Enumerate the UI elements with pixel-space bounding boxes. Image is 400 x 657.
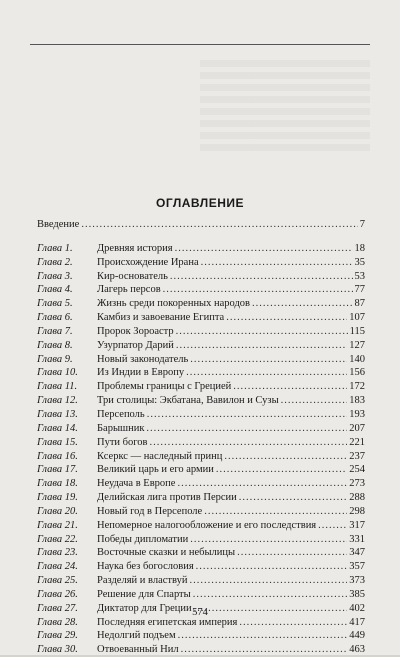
toc-chapter-title: Великий царь и его армии <box>97 464 214 476</box>
toc-intro-row[interactable] <box>37 218 365 232</box>
toc-chapter-number: Глава 30. <box>37 644 78 656</box>
toc-chapter-number: Глава 24. <box>37 561 78 573</box>
toc-chapter-title: Персеполь <box>97 408 145 420</box>
toc-page-number: 463 <box>349 644 365 656</box>
toc-page-number: 373 <box>349 575 365 587</box>
toc-entry-row[interactable] <box>37 270 365 284</box>
toc-entry-row[interactable] <box>37 408 365 422</box>
toc-chapter-number: Глава 22. <box>37 533 78 545</box>
toc-entry-row[interactable] <box>37 297 365 311</box>
dot-leader <box>193 588 348 602</box>
toc-chapter-number: Глава 7. <box>37 325 73 337</box>
dot-leader <box>252 297 352 311</box>
toc-chapter-title: Древняя история <box>97 242 173 254</box>
toc-chapter-title: Проблемы границы с Грецией <box>97 381 232 393</box>
toc-entry-row[interactable] <box>37 546 365 560</box>
dot-leader <box>186 366 347 380</box>
toc-chapter-title: Барышник <box>97 422 145 434</box>
toc-page-number: 53 <box>354 270 365 282</box>
toc-chapter-number: Глава 4. <box>37 284 73 296</box>
dot-leader <box>189 574 347 588</box>
toc-page-number: 18 <box>354 242 365 254</box>
toc-page-number: 288 <box>349 492 365 504</box>
toc-chapter-title: Неудача в Европе <box>97 478 176 490</box>
toc-chapter-title: Лагерь персов <box>97 284 161 296</box>
toc-entry-row[interactable] <box>37 256 365 270</box>
toc-entry-row[interactable] <box>37 505 365 519</box>
toc-page-number: 183 <box>349 395 365 407</box>
toc-entry-row[interactable] <box>37 629 365 643</box>
page-number: 574 <box>192 607 208 618</box>
dot-leader <box>177 477 347 491</box>
toc-entry-row[interactable] <box>37 311 365 325</box>
toc-entry-row[interactable] <box>37 283 365 297</box>
toc-chapter-title: Недолгий подъем <box>97 630 176 642</box>
toc-page-number: 140 <box>349 353 365 365</box>
toc-page-number: 402 <box>349 602 365 614</box>
toc-chapter-title: Решение для Спарты <box>97 588 191 600</box>
toc-intro-title: Введение <box>37 219 80 230</box>
toc-page-number: 207 <box>349 422 365 434</box>
toc-entry-row[interactable] <box>37 450 365 464</box>
toc-chapter-title: Камбиз и завоевание Египта <box>97 312 225 324</box>
toc-chapter-number: Глава 14. <box>37 422 78 434</box>
toc-page-number: 347 <box>349 547 365 559</box>
dot-leader <box>281 394 348 408</box>
toc-entry-row[interactable] <box>37 436 365 450</box>
dot-leader <box>175 242 353 256</box>
toc-page-number: 254 <box>349 464 365 476</box>
dot-leader <box>163 283 353 297</box>
toc-chapter-number: Глава 19. <box>37 492 78 504</box>
toc-chapter-number: Глава 15. <box>37 436 78 448</box>
dot-leader <box>196 560 348 574</box>
table-of-contents <box>37 218 365 657</box>
toc-chapter-title: Происхождение Ирана <box>97 256 199 268</box>
toc-page-number: 193 <box>349 408 365 420</box>
toc-chapter-title: Три столицы: Экбатана, Вавилон и Сузы <box>97 395 279 407</box>
toc-chapter-title: Победы дипломатии <box>97 533 189 545</box>
toc-entry-row[interactable] <box>37 463 365 477</box>
dot-leader <box>237 546 347 560</box>
dot-leader <box>178 629 348 643</box>
toc-entry-row[interactable] <box>37 560 365 574</box>
toc-chapter-number: Глава 29. <box>37 630 78 642</box>
toc-entry-row[interactable] <box>37 339 365 353</box>
dot-leader <box>226 311 347 325</box>
toc-chapter-title: Из Индии в Европу <box>97 367 185 379</box>
toc-page-number: 273 <box>349 478 365 490</box>
dot-leader <box>318 519 347 533</box>
toc-entry-row[interactable] <box>37 353 365 367</box>
toc-chapter-number: Глава 10. <box>37 367 78 379</box>
toc-intro-page: 7 <box>359 219 365 230</box>
toc-page-number: 317 <box>349 519 365 531</box>
toc-entry-row[interactable] <box>37 491 365 505</box>
toc-chapter-number: Глава 9. <box>37 353 73 365</box>
dot-leader <box>233 380 347 394</box>
toc-title: ОГЛАВЛЕНИЕ <box>155 196 244 210</box>
dot-leader <box>224 450 347 464</box>
toc-chapter-number: Глава 12. <box>37 395 78 407</box>
toc-page-number: 87 <box>354 298 365 310</box>
toc-chapter-title: Разделяй и властвуй <box>97 575 188 587</box>
toc-page-number: 237 <box>349 450 365 462</box>
toc-chapter-number: Глава 8. <box>37 339 73 351</box>
toc-entry-row[interactable] <box>37 242 365 256</box>
toc-entry-row[interactable] <box>37 394 365 408</box>
toc-chapter-title: Последняя египетская империя <box>97 616 238 628</box>
toc-chapter-number: Глава 1. <box>37 242 73 254</box>
toc-chapter-title: Непомерное налогообложение и его последствия <box>97 519 317 531</box>
toc-page-number: 35 <box>354 256 365 268</box>
toc-chapter-title: Ксеркс — наследный принц <box>97 450 223 462</box>
toc-chapter-number: Глава 17. <box>37 464 78 476</box>
toc-chapter-title: Новый год в Персеполе <box>97 505 203 517</box>
toc-chapter-number: Глава 21. <box>37 519 78 531</box>
toc-page-number: 107 <box>349 312 365 324</box>
toc-page-number: 115 <box>349 325 365 337</box>
dot-leader <box>146 422 347 436</box>
toc-entry-row[interactable] <box>37 366 365 380</box>
toc-page-number: 77 <box>354 284 365 296</box>
toc-chapter-title: Делийская лига против Персии <box>97 492 237 504</box>
dot-leader <box>81 218 357 232</box>
dot-leader <box>190 353 347 367</box>
show-through-text <box>200 60 370 155</box>
dot-leader <box>170 270 353 284</box>
toc-chapter-number: Глава 26. <box>37 588 78 600</box>
dot-leader <box>176 339 347 353</box>
toc-chapter-number: Глава 25. <box>37 575 78 587</box>
toc-chapter-number: Глава 13. <box>37 408 78 420</box>
toc-chapter-title: Узурпатор Дарий <box>97 339 174 351</box>
toc-chapter-title: Наука без богословия <box>97 561 194 573</box>
toc-chapter-number: Глава 27. <box>37 602 78 614</box>
toc-entry-row[interactable] <box>37 380 365 394</box>
toc-entry-row[interactable] <box>37 574 365 588</box>
toc-chapter-number: Глава 5. <box>37 298 73 310</box>
toc-chapter-title: Новый законодатель <box>97 353 189 365</box>
toc-page-number: 417 <box>349 616 365 628</box>
dot-leader <box>204 505 347 519</box>
toc-page-number: 127 <box>349 339 365 351</box>
toc-page-number: 298 <box>349 505 365 517</box>
toc-page-number: 156 <box>349 367 365 379</box>
toc-chapter-title: Пророк Зороастр <box>97 325 174 337</box>
toc-chapter-title: Отвоеванный Нил <box>97 644 179 656</box>
toc-entry-row[interactable] <box>37 477 365 491</box>
toc-chapter-number: Глава 6. <box>37 312 73 324</box>
toc-entries <box>37 242 365 657</box>
toc-page-number: 449 <box>349 630 365 642</box>
toc-entry-row[interactable] <box>37 588 365 602</box>
toc-chapter-title: Кир-основатель <box>97 270 168 282</box>
dot-leader <box>147 408 348 422</box>
dot-leader <box>216 463 347 477</box>
toc-page-number: 172 <box>349 381 365 393</box>
toc-chapter-title: Восточные сказки и небылицы <box>97 547 236 559</box>
dot-leader <box>190 533 347 547</box>
toc-chapter-number: Глава 16. <box>37 450 78 462</box>
dot-leader <box>150 436 348 450</box>
header-rule <box>30 44 370 45</box>
toc-entry-row[interactable] <box>37 519 365 533</box>
dot-leader <box>239 491 347 505</box>
toc-entry-row[interactable] <box>37 325 365 339</box>
toc-chapter-number: Глава 11. <box>37 381 78 393</box>
toc-chapter-number: Глава 18. <box>37 478 78 490</box>
toc-chapter-number: Глава 20. <box>37 505 78 517</box>
toc-page-number: 331 <box>349 533 365 545</box>
toc-entry-row[interactable] <box>37 533 365 547</box>
toc-chapter-title: Жизнь среди покоренных народов <box>97 298 251 310</box>
toc-entry-row[interactable] <box>37 422 365 436</box>
toc-page-number: 221 <box>349 436 365 448</box>
toc-page-number: 385 <box>349 588 365 600</box>
dot-leader <box>176 325 348 339</box>
toc-chapter-number: Глава 23. <box>37 547 78 559</box>
toc-page-number: 357 <box>349 561 365 573</box>
toc-chapter-number: Глава 3. <box>37 270 73 282</box>
toc-chapter-title: Диктатор для Греции <box>97 602 192 614</box>
toc-chapter-number: Глава 28. <box>37 616 78 628</box>
toc-chapter-number: Глава 2. <box>37 256 73 268</box>
toc-chapter-title: Пути богов <box>97 436 148 448</box>
dot-leader <box>201 256 353 270</box>
